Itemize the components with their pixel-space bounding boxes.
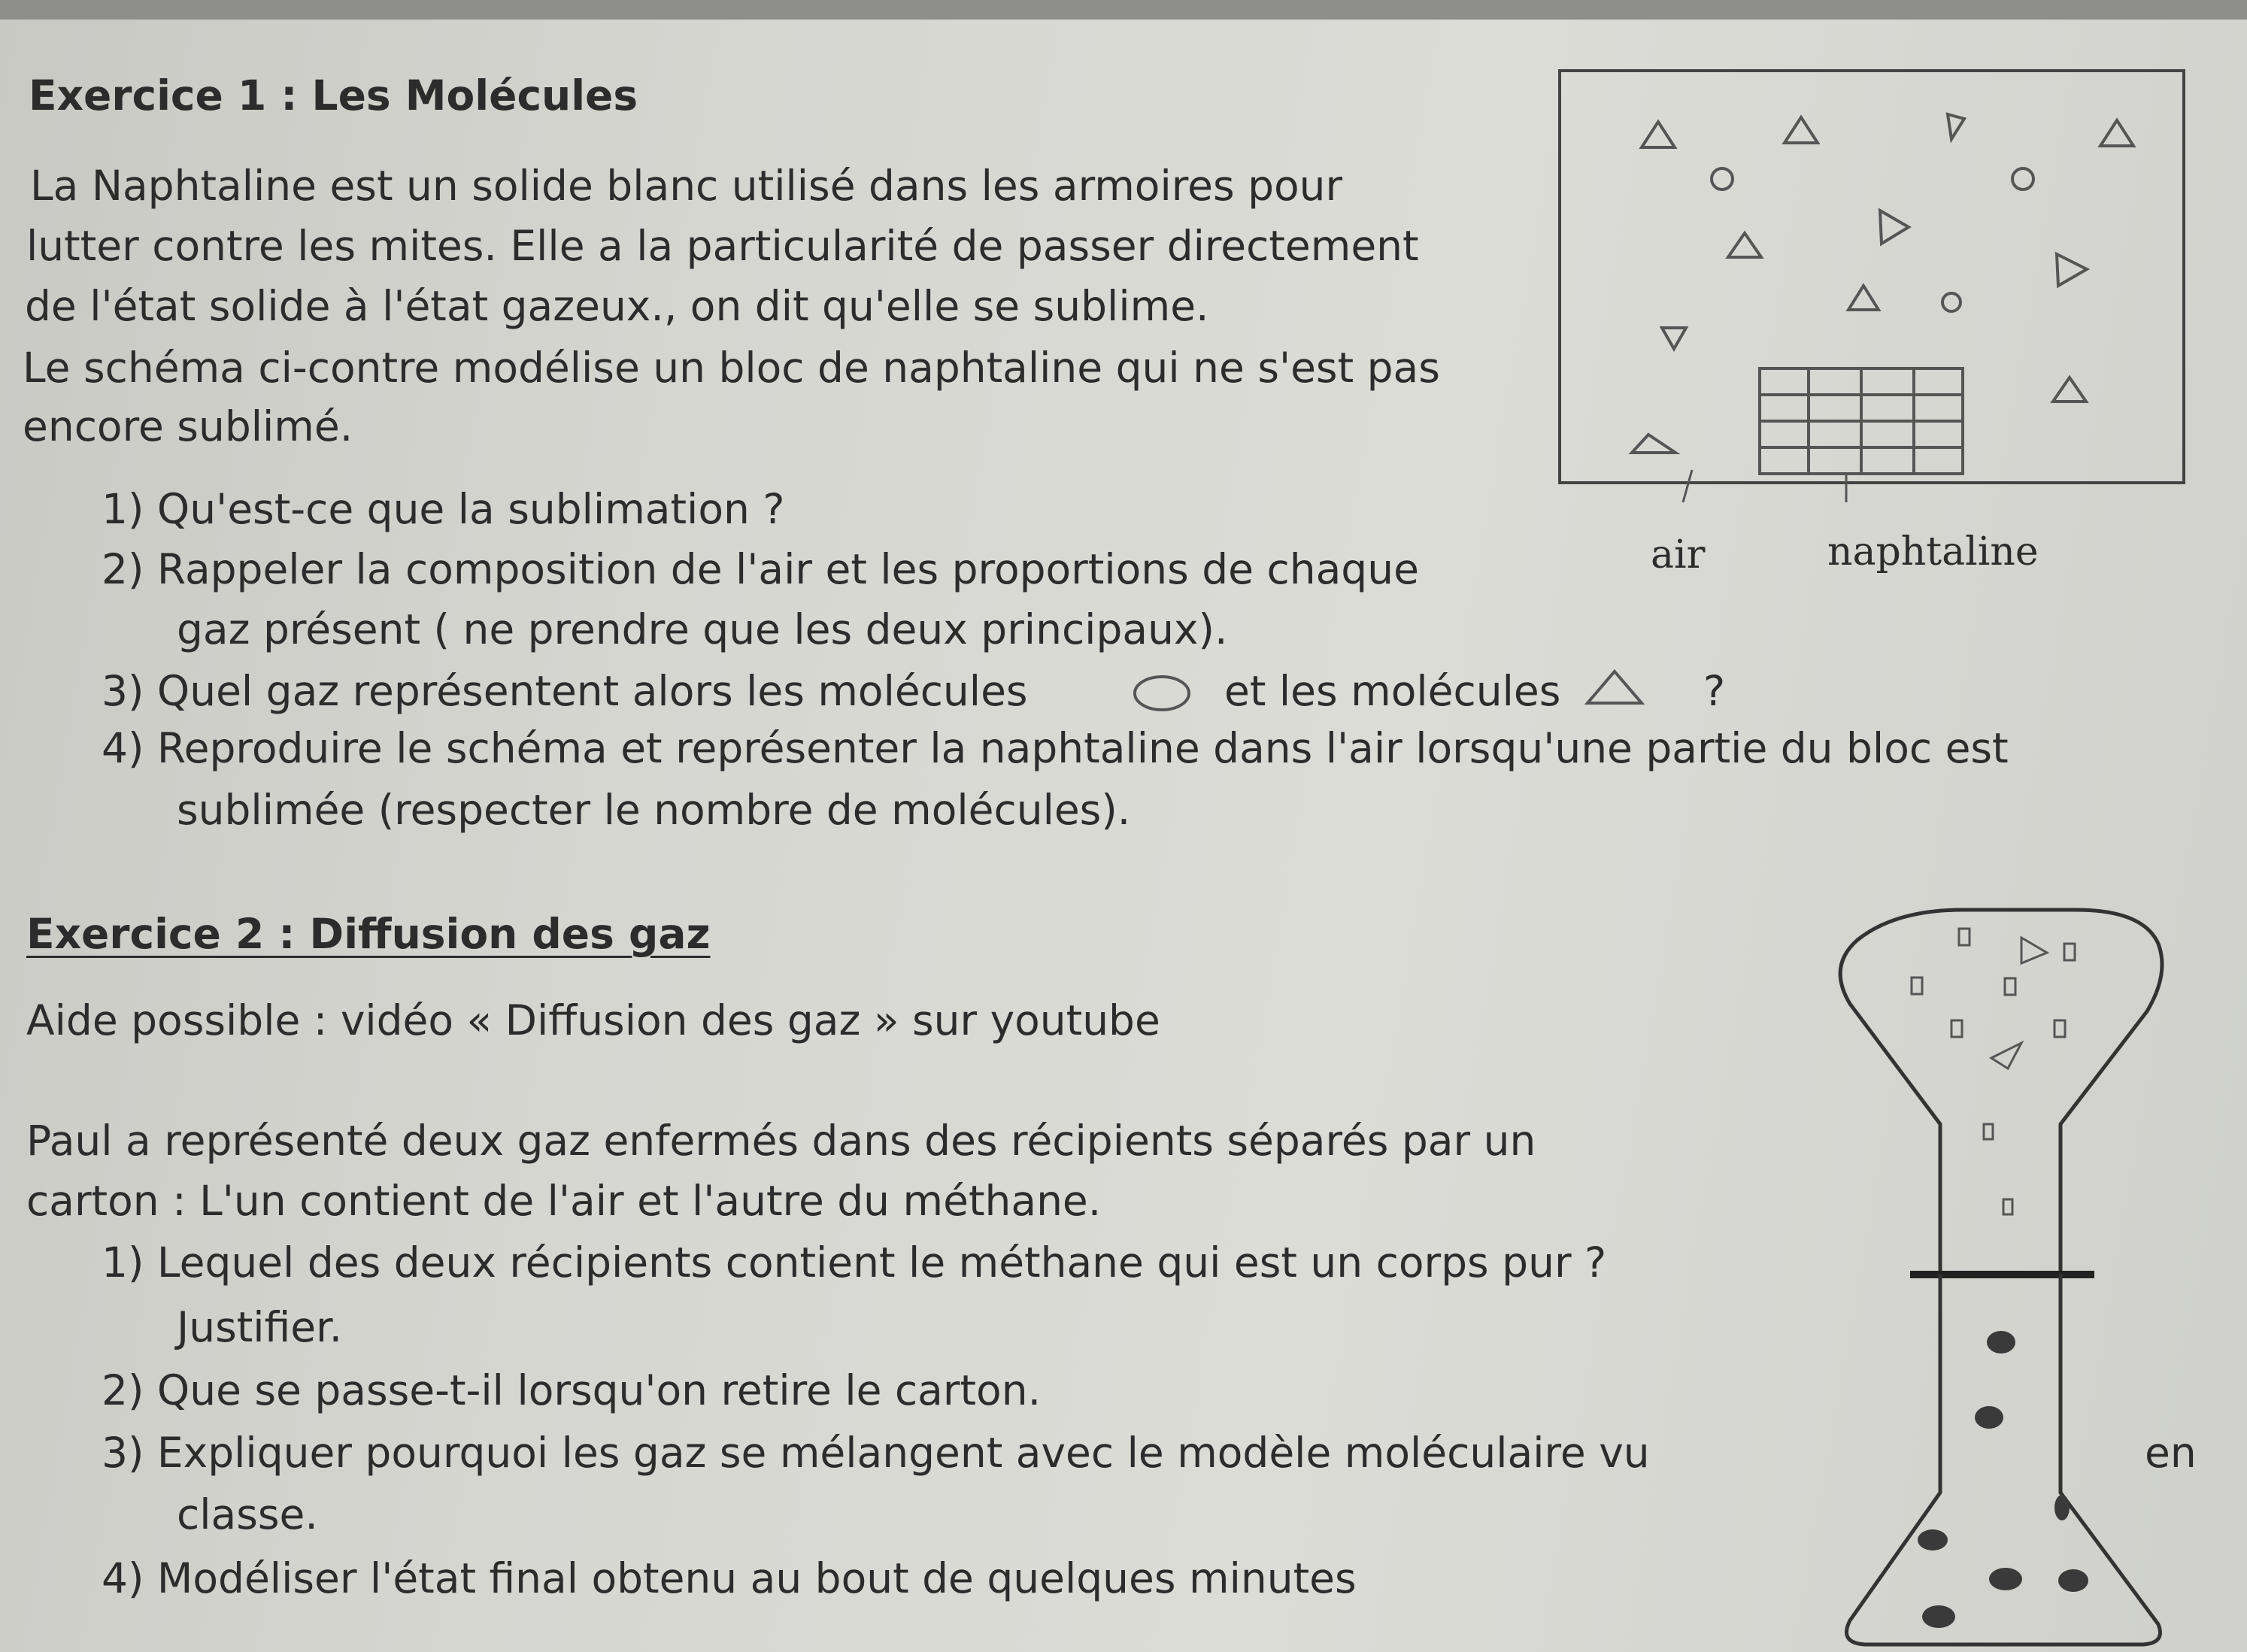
triangle-molecule xyxy=(1880,211,1909,244)
triangle-molecule xyxy=(2021,938,2047,963)
exercise1-question3-part1: 3) Quel gaz représentent alors les molécules xyxy=(102,667,1028,715)
square-molecule xyxy=(1984,1124,1993,1139)
dot-molecule xyxy=(1989,1568,2022,1590)
naphtaline-block xyxy=(1760,368,1963,474)
triangle-molecule xyxy=(2100,120,2133,146)
triangle-molecule xyxy=(1948,114,1964,139)
square-molecule xyxy=(1951,1020,1962,1037)
label-naphtaline: naphtaline xyxy=(1827,529,2039,574)
circle-molecule xyxy=(1942,293,1960,311)
label-air: air xyxy=(1651,532,1706,577)
square-molecule xyxy=(2054,1020,2065,1037)
triangle-molecule xyxy=(1848,286,1879,310)
triangle-molecule xyxy=(1642,122,1675,147)
square-molecule xyxy=(1959,929,1970,945)
exercise1-question1: 1) Qu'est-ce que la sublimation ? xyxy=(102,485,785,533)
air-pointer-line xyxy=(1683,470,1692,502)
dot-molecule xyxy=(1922,1605,1955,1628)
upper-container xyxy=(1840,910,2162,1282)
dot-molecule xyxy=(2054,1495,2070,1520)
exercise1-title: Exercice 1 : Les Molécules xyxy=(29,71,638,120)
square-molecule xyxy=(1912,978,1922,994)
triangle-molecule xyxy=(1728,233,1761,257)
exercise2-paragraph-line1: Paul a représenté deux gaz enfermés dans des récipients séparés par un xyxy=(26,1117,1536,1165)
exercise2-paragraph-line2: carton : L'un contient de l'air et l'autre du méthane. xyxy=(26,1177,1102,1225)
square-molecule xyxy=(2003,1199,2012,1214)
exercise1-intro-line5: encore sublimé. xyxy=(23,402,353,450)
exercise1-intro-line4: Le schéma ci-contre modélise un bloc de naphtaline qui ne s'est pas xyxy=(23,344,1440,392)
exercise2-aide: Aide possible : vidéo « Diffusion des gaz » sur youtube xyxy=(26,996,1160,1044)
triangle-molecule xyxy=(1991,1043,2021,1068)
circle-molecule xyxy=(1712,168,1733,189)
exercise1-intro-line1: La Naphtaline est un solide blanc utilisé dans les armoires pour xyxy=(30,162,1343,210)
triangle-molecule xyxy=(1785,117,1818,143)
exercise1-question3-mark: ? xyxy=(1703,667,1726,715)
square-molecule xyxy=(2064,944,2075,960)
triangle-molecule-icon xyxy=(1583,665,1647,711)
exercise1-question3-part2: et les molécules xyxy=(1224,667,1561,715)
dot-molecule xyxy=(1918,1529,1948,1550)
exercise2-title: Exercice 2 : Diffusion des gaz xyxy=(26,910,711,958)
page-top-edge xyxy=(0,0,2247,20)
dot-molecule xyxy=(1975,1406,2003,1429)
triangle-molecule xyxy=(2053,377,2086,402)
exercise2-question3-en: en xyxy=(2145,1429,2197,1477)
square-molecule xyxy=(2005,978,2015,995)
dot-molecule xyxy=(2058,1569,2088,1592)
circle-molecule-icon xyxy=(1128,669,1196,714)
triangle-molecule xyxy=(2057,254,2087,286)
circle-molecule xyxy=(2012,168,2033,189)
exercise2-question1-line1: 1) Lequel des deux récipients contient le méthane qui est un corps pur ? xyxy=(102,1238,1607,1287)
exercise1-question4-line1: 4) Reproduire le schéma et représenter la naphtaline dans l'air lorsqu'une partie du bloc est xyxy=(102,724,2009,772)
exercise2-question2: 2) Que se passe-t-il lorsqu'on retire le carton. xyxy=(102,1366,1042,1414)
dot-molecule xyxy=(1987,1331,2015,1353)
gas-containers-diagram xyxy=(1827,899,2203,1650)
triangle-molecule xyxy=(1662,328,1686,349)
exercise2-question3-line2: classe. xyxy=(177,1490,318,1538)
triangle-molecule xyxy=(1632,435,1675,453)
exercise1-question2-line1: 2) Rappeler la composition de l'air et les proportions de chaque xyxy=(102,545,1419,593)
exercise2-question1-line2: Justifier. xyxy=(177,1303,343,1351)
exercise2-question3-line1: 3) Expliquer pourquoi les gaz se mélangent avec le modèle moléculaire vu xyxy=(102,1429,1650,1477)
exercise2-question4: 4) Modéliser l'état final obtenu au bout de quelques minutes xyxy=(102,1554,1357,1602)
exercise1-intro-line3: de l'état solide à l'état gazeux., on dit qu'elle se sublime. xyxy=(25,282,1209,330)
exercise1-question4-line2: sublimée (respecter le nombre de molécules). xyxy=(177,786,1131,834)
exercise1-question2-line2: gaz présent ( ne prendre que les deux principaux). xyxy=(177,605,1228,653)
exercise1-intro-line2: lutter contre les mites. Elle a la particularité de passer directement xyxy=(26,222,1419,270)
naphtaline-diagram xyxy=(1557,68,2203,504)
